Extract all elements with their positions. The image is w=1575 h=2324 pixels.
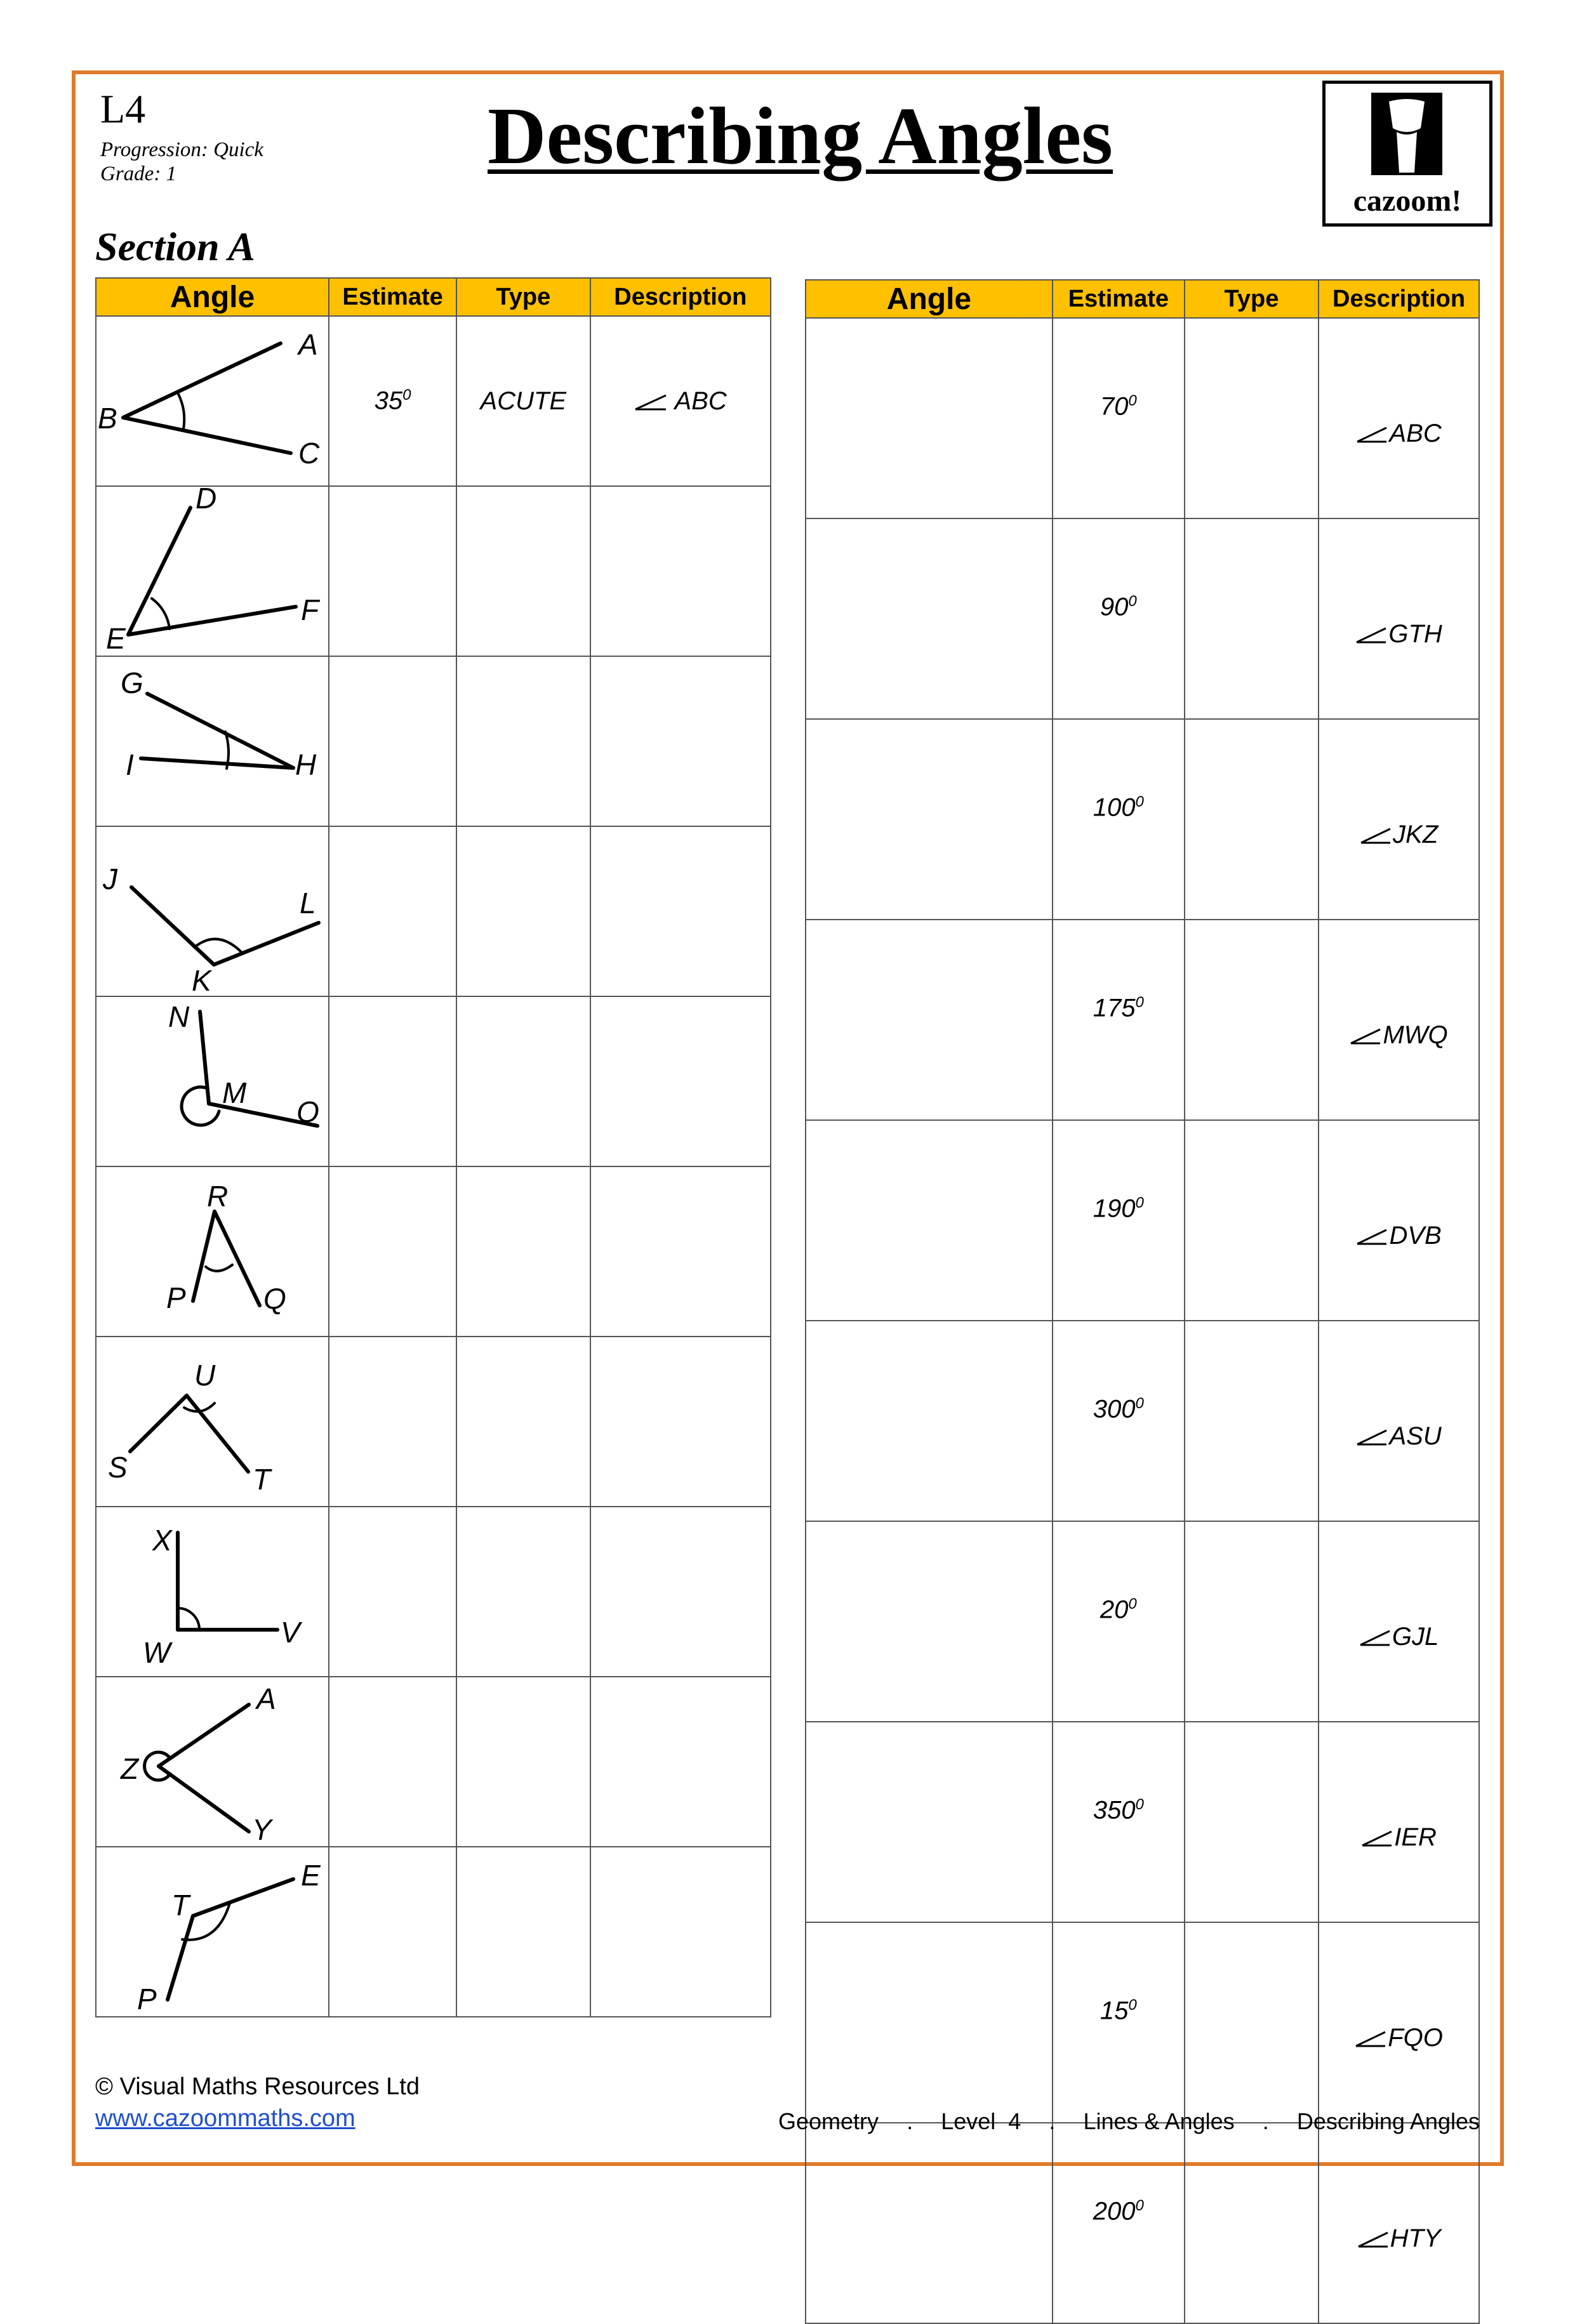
vertex-label: U — [194, 1359, 216, 1392]
description-cell: IER — [1319, 1722, 1479, 1922]
type-cell[interactable] — [456, 1677, 590, 1847]
table-row — [806, 1120, 1479, 1321]
vertex-label: P — [166, 1281, 186, 1314]
angle-diagram-xwv — [96, 1507, 329, 1677]
type-cell[interactable] — [1185, 920, 1319, 1120]
estimate-cell: $200^0$ — [1053, 2123, 1185, 2323]
description-cell: HTY — [1319, 2123, 1479, 2323]
footer-breadcrumb — [778, 2108, 1480, 2135]
estimate-cell[interactable]: $35^0$ — [329, 316, 456, 486]
vertex-label: S — [108, 1451, 128, 1484]
type-cell[interactable] — [1185, 1321, 1319, 1521]
type-cell[interactable] — [1185, 318, 1319, 518]
copyright: © Visual Maths Resources Ltd — [95, 2073, 420, 2100]
angle-icon — [1356, 1227, 1389, 1246]
vertex-label: Q — [263, 1282, 286, 1315]
angle-drawing-cell[interactable] — [806, 719, 1053, 920]
description-cell[interactable] — [590, 996, 771, 1166]
vertex-label: F — [301, 593, 319, 626]
angle-drawing-cell[interactable] — [806, 1321, 1053, 1521]
breadcrumb-item: Geometry — [778, 2108, 879, 2134]
description-cell[interactable] — [590, 656, 771, 826]
type-cell[interactable] — [456, 656, 590, 826]
estimate-cell: $90^0$ — [1053, 518, 1185, 719]
estimate-cell[interactable] — [329, 1847, 456, 2017]
estimate-cell: $100^0$ — [1053, 719, 1185, 920]
table-row — [96, 316, 771, 486]
vertex-label: L — [300, 887, 316, 920]
left-header-row — [96, 278, 771, 316]
left-worksheet-table — [95, 277, 771, 2017]
angle-drawing-cell[interactable] — [806, 1521, 1053, 1722]
table-row — [96, 1166, 771, 1337]
angle-icon — [1356, 425, 1389, 444]
grade-label: Grade: 1 — [100, 162, 177, 185]
vertex-label: E — [106, 622, 126, 655]
vertex-label: Y — [252, 1813, 272, 1846]
vertex-label: W — [143, 1636, 171, 1669]
angle-drawing-cell[interactable] — [806, 518, 1053, 719]
description-cell[interactable] — [590, 1166, 771, 1337]
type-cell[interactable] — [1185, 1521, 1319, 1722]
estimate-cell[interactable] — [329, 656, 456, 826]
angle-drawing-cell[interactable] — [806, 920, 1053, 1120]
angle-icon — [1361, 1829, 1394, 1848]
vertex-label: E — [301, 1859, 321, 1892]
angle-diagram-sut — [96, 1337, 329, 1507]
description-cell[interactable] — [590, 486, 771, 656]
breadcrumb-item: Describing Angles — [1296, 2108, 1480, 2134]
vertex-label: J — [103, 862, 117, 895]
description-cell: ABC — [1319, 318, 1479, 518]
table-row — [806, 920, 1479, 1120]
level-label: L4 — [100, 86, 146, 131]
angle-diagram-azy — [96, 1677, 329, 1847]
header-type: Type — [1185, 280, 1319, 318]
angle-diagram-prq — [96, 1166, 329, 1337]
table-row — [806, 518, 1479, 719]
table-row — [96, 656, 771, 826]
type-cell[interactable]: ACUTE — [456, 316, 590, 486]
breadcrumb-separator: . — [907, 2108, 914, 2134]
table-row — [96, 1847, 771, 2017]
type-cell[interactable] — [1185, 518, 1319, 719]
vertex-label: B — [98, 402, 117, 435]
estimate-cell[interactable] — [329, 1507, 456, 1677]
estimate-cell[interactable] — [329, 996, 456, 1166]
table-row — [806, 1521, 1479, 1722]
vertex-label: M — [222, 1076, 247, 1109]
breadcrumb-item: Lines & Angles — [1083, 2108, 1235, 2134]
vertex-label: O — [296, 1095, 319, 1128]
vertex-label: T — [171, 1889, 190, 1922]
angle-diagram-def — [96, 486, 329, 656]
type-cell[interactable] — [456, 826, 590, 996]
vertex-label: H — [295, 748, 317, 781]
vertex-label: K — [192, 964, 211, 996]
table-row — [96, 486, 771, 656]
angle-diagram-ghi — [96, 656, 329, 826]
table-row — [806, 1922, 1479, 2123]
breadcrumb-separator: . — [1049, 2108, 1056, 2134]
estimate-cell[interactable] — [329, 1166, 456, 1337]
angle-diagram-nmo — [96, 996, 329, 1166]
vertex-label: R — [207, 1180, 229, 1213]
table-row — [96, 1507, 771, 1677]
breadcrumb-item: Level 4 — [941, 2108, 1021, 2134]
header-estimate: Estimate — [329, 278, 456, 316]
type-cell[interactable] — [1185, 1922, 1319, 2123]
progression-label: Progression: Quick — [100, 138, 263, 161]
angle-icon — [634, 393, 668, 412]
table-row — [96, 1677, 771, 1847]
description-cell: GJL — [1319, 1521, 1479, 1722]
angle-drawing-cell[interactable] — [806, 2123, 1053, 2323]
header-estimate: Estimate — [1053, 280, 1185, 318]
type-cell[interactable] — [456, 996, 590, 1166]
header-angle: Angle — [806, 280, 1053, 318]
angle-diagram-jkl — [96, 826, 329, 996]
vertex-label: I — [126, 748, 134, 781]
vertex-label: A — [298, 328, 318, 361]
header-angle: Angle — [96, 278, 329, 316]
angle-diagram-pte — [96, 1847, 329, 2017]
type-cell[interactable] — [456, 1166, 590, 1337]
table-row — [806, 2123, 1479, 2323]
estimate-cell: $350^0$ — [1053, 1722, 1185, 1922]
estimate-cell[interactable] — [329, 826, 456, 996]
angle-icon — [1357, 2230, 1390, 2249]
angle-diagram-abc — [96, 316, 329, 486]
header-description: Description — [1319, 280, 1479, 318]
description-cell: DVB — [1319, 1120, 1479, 1321]
description-cell: MWQ — [1319, 920, 1479, 1120]
vertex-label: X — [152, 1524, 172, 1557]
angle-drawing-cell[interactable] — [806, 1722, 1053, 1922]
type-cell[interactable] — [1185, 719, 1319, 920]
vertex-label: V — [281, 1616, 300, 1649]
cazoom-logo-icon — [1322, 81, 1492, 227]
right-header-row — [806, 280, 1479, 318]
logo-text: cazoom! — [1353, 184, 1462, 218]
description-cell: ASU — [1319, 1321, 1479, 1521]
angle-icon — [1356, 1428, 1389, 1447]
vertex-label: G — [121, 666, 143, 699]
description-cell[interactable] — [590, 826, 771, 996]
vertex-label: Z — [121, 1752, 139, 1785]
angle-icon — [1355, 2030, 1388, 2049]
angle-drawing-cell[interactable] — [806, 318, 1053, 518]
table-row — [806, 719, 1479, 920]
description-cell[interactable] — [590, 1677, 771, 1847]
type-cell[interactable] — [1185, 1120, 1319, 1321]
type-cell[interactable] — [1185, 1722, 1319, 1922]
estimate-cell: $70^0$ — [1053, 318, 1185, 518]
description-cell[interactable] — [590, 1337, 771, 1507]
estimate-cell[interactable] — [329, 1337, 456, 1507]
vertex-label: N — [168, 1000, 190, 1033]
angle-icon — [1350, 1027, 1383, 1046]
estimate-cell: $190^0$ — [1053, 1120, 1185, 1321]
type-cell[interactable] — [456, 1847, 590, 2017]
type-cell[interactable] — [1185, 2123, 1319, 2323]
type-cell[interactable] — [456, 1507, 590, 1677]
breadcrumb-separator: . — [1262, 2108, 1269, 2134]
website-link[interactable]: www.cazoommaths.com — [95, 2105, 356, 2132]
estimate-cell[interactable] — [329, 486, 456, 656]
vertex-label: D — [196, 487, 217, 515]
table-row — [96, 1337, 771, 1507]
estimate-cell[interactable] — [329, 1677, 456, 1847]
estimate-cell: $300^0$ — [1053, 1321, 1185, 1521]
table-row — [806, 1321, 1479, 1521]
description-cell: GTH — [1319, 518, 1479, 719]
table-row — [806, 1722, 1479, 1922]
section-title: Section A — [95, 224, 255, 269]
type-cell[interactable] — [456, 486, 590, 656]
vertex-label: P — [137, 1983, 157, 2016]
description-cell: FQO — [1319, 1922, 1479, 2123]
estimate-cell: $15^0$ — [1053, 1922, 1185, 2123]
header-type: Type — [456, 278, 590, 316]
vertex-label: A — [256, 1682, 276, 1715]
angle-drawing-cell[interactable] — [806, 1120, 1053, 1321]
description-cell: JKZ — [1319, 719, 1479, 920]
angle-icon — [1360, 826, 1393, 845]
angle-drawing-cell[interactable] — [806, 1922, 1053, 2123]
description-cell[interactable]: ABC — [590, 316, 771, 486]
header-description: Description — [590, 278, 771, 316]
angle-icon — [1359, 1628, 1392, 1647]
estimate-cell: $175^0$ — [1053, 920, 1185, 1120]
table-row — [96, 826, 771, 996]
right-worksheet-table — [805, 279, 1480, 2324]
vertex-label: T — [253, 1463, 271, 1496]
estimate-cell: $20^0$ — [1053, 1521, 1185, 1722]
angle-icon — [1355, 626, 1388, 645]
vertex-label: C — [298, 437, 320, 470]
type-cell[interactable] — [456, 1337, 590, 1507]
description-cell[interactable] — [590, 1507, 771, 1677]
page-title: Describing Angles — [488, 91, 1113, 181]
table-row — [806, 318, 1479, 518]
table-row — [96, 996, 771, 1166]
description-cell[interactable] — [590, 1847, 771, 2017]
